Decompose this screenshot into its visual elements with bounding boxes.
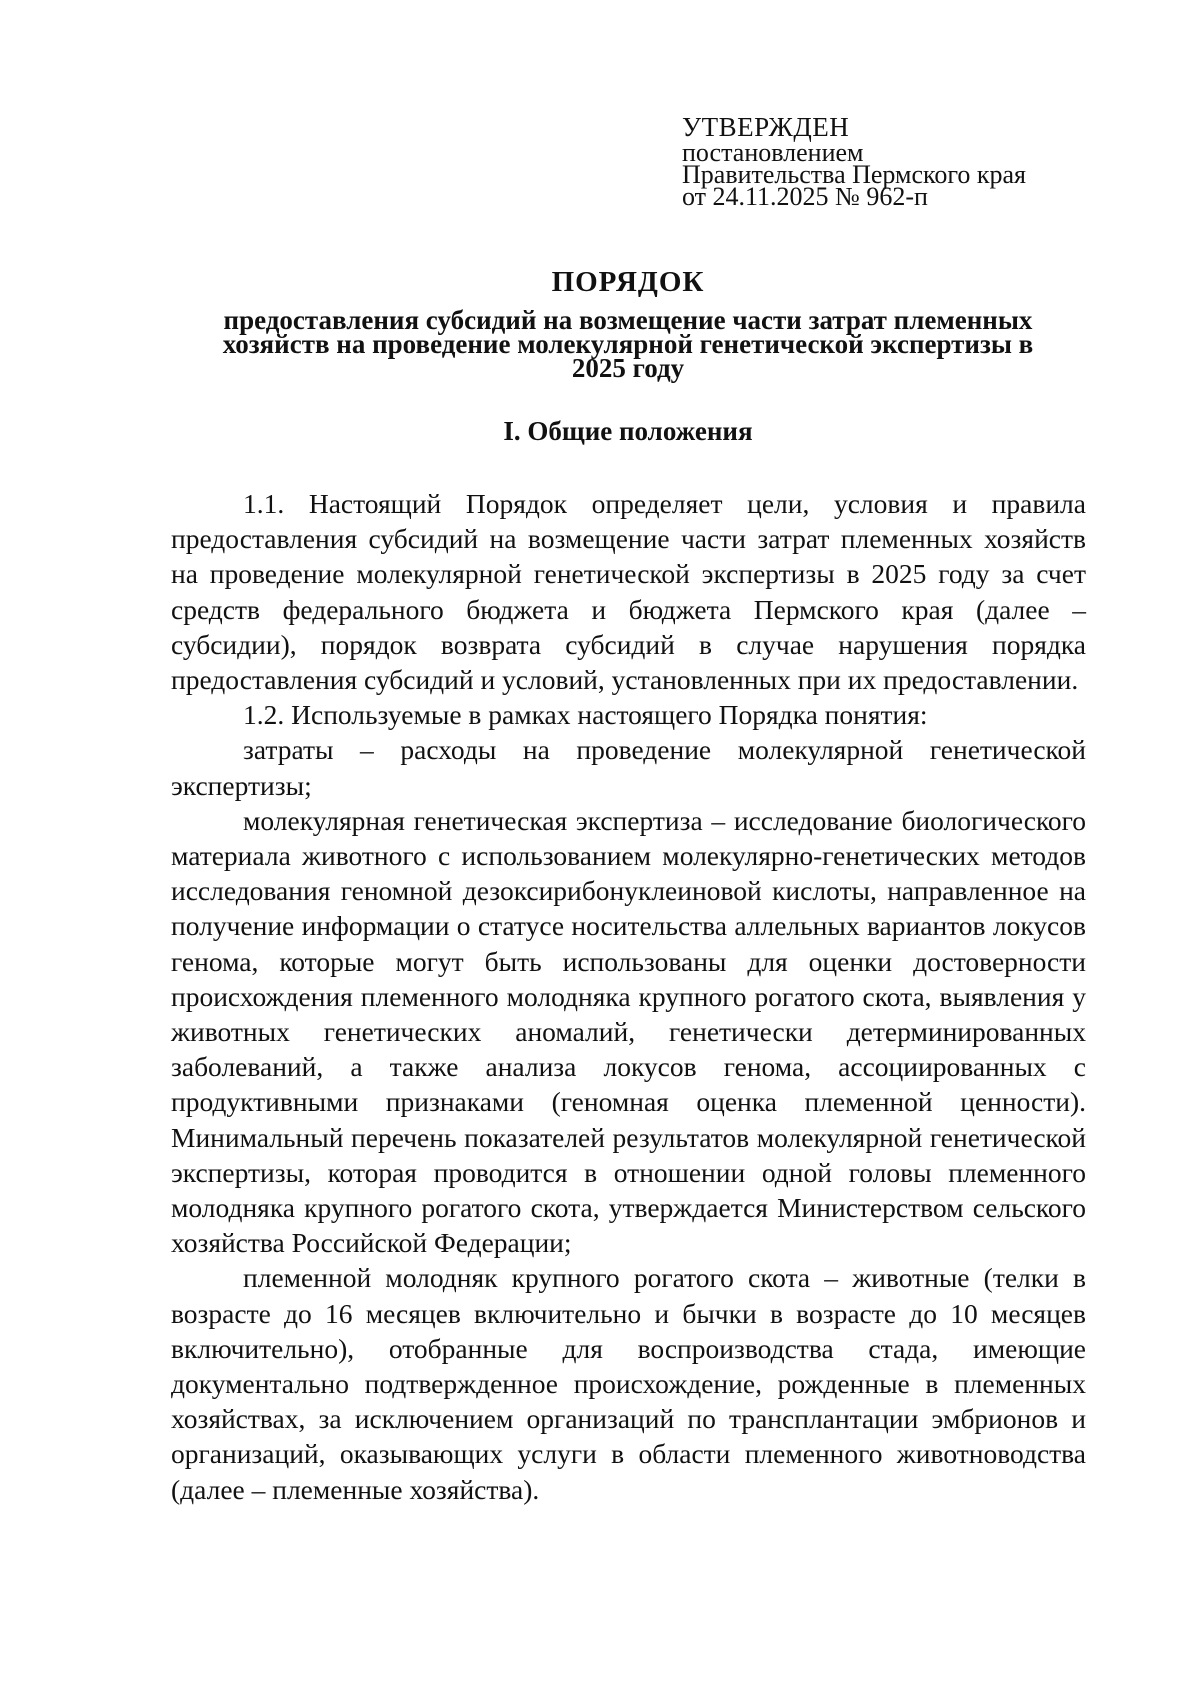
- definition-genetic-expertise: молекулярная генетическая экспертиза – исследование биологического материала животного с использованием молекулярно-генетических методов исследования геномной дезоксирибонуклеиновой кислоты, направленное на получение информации о статусе носительства аллельных вариантов локусов генома, которые могут быть использованы для оценки достоверности происхождения племенного молодняка крупного рогатого скота, выявления у животных генетических аномалий, генетически детерминированных заболеваний, а также анализа локусов генома, ассоциированных с продуктивными признаками (геномная оценка племенной ценности). Минимальный перечень показателей результатов молекулярной генетической экспертизы, которая проводится в отношении одной головы племенного молодняка крупного рогатого скота, утверждается Министерством сельского хозяйства Российской Федерации;: [171, 804, 1086, 1259]
- approval-stamp: [682, 112, 1152, 211]
- paragraph-1-2: 1.2. Используемые в рамках настоящего Порядка понятия:: [243, 699, 928, 731]
- section-title: I. Общие положения: [503, 416, 753, 446]
- document-body: [171, 486, 1086, 1507]
- approval-heading: УТВЕРЖДЕН: [682, 112, 850, 142]
- definition-breeding-youngstock: племенной молодняк крупного рогатого скота – животные (телки в возрасте до 16 месяцев включительно и бычки в возрасте до 10 месяцев включительно), отобранные для воспроизводства стада, имеющие документально подтвержденное происхождение, рожденные в племенных хозяйствах, за исключением организаций по трансплантации эмбрионов и организаций, оказывающих услуги в области племенного животноводства (далее – племенные хозяйства).: [171, 1262, 1086, 1505]
- document-title: ПОРЯДОК: [551, 266, 705, 298]
- approval-line-2: Правительства Пермского края: [682, 160, 1026, 189]
- document-subtitle: предоставления субсидий на возмещение части затрат племенных хозяйств на проведение молекулярной генетической экспертизы в 2025 году: [222, 305, 1034, 383]
- definition-costs: затраты – расходы на проведение молекулярной генетической экспертизы;: [171, 734, 1086, 801]
- paragraph-1-1: 1.1. Настоящий Порядок определяет цели, условия и правила предоставления субсидий на возмещение части затрат племенных хозяйств на проведение молекулярной генетической экспертизы в 2025 году за счет средств федерального бюджета и бюджета Пермского края (далее – субсидии), порядок возврата субсидий в случае нарушения порядка предоставления субсидий и условий, установленных при их предоставлении.: [171, 488, 1086, 696]
- approval-line-1: постановлением: [682, 138, 864, 167]
- approval-line-3: от 24.11.2025 № 962-п: [682, 182, 928, 211]
